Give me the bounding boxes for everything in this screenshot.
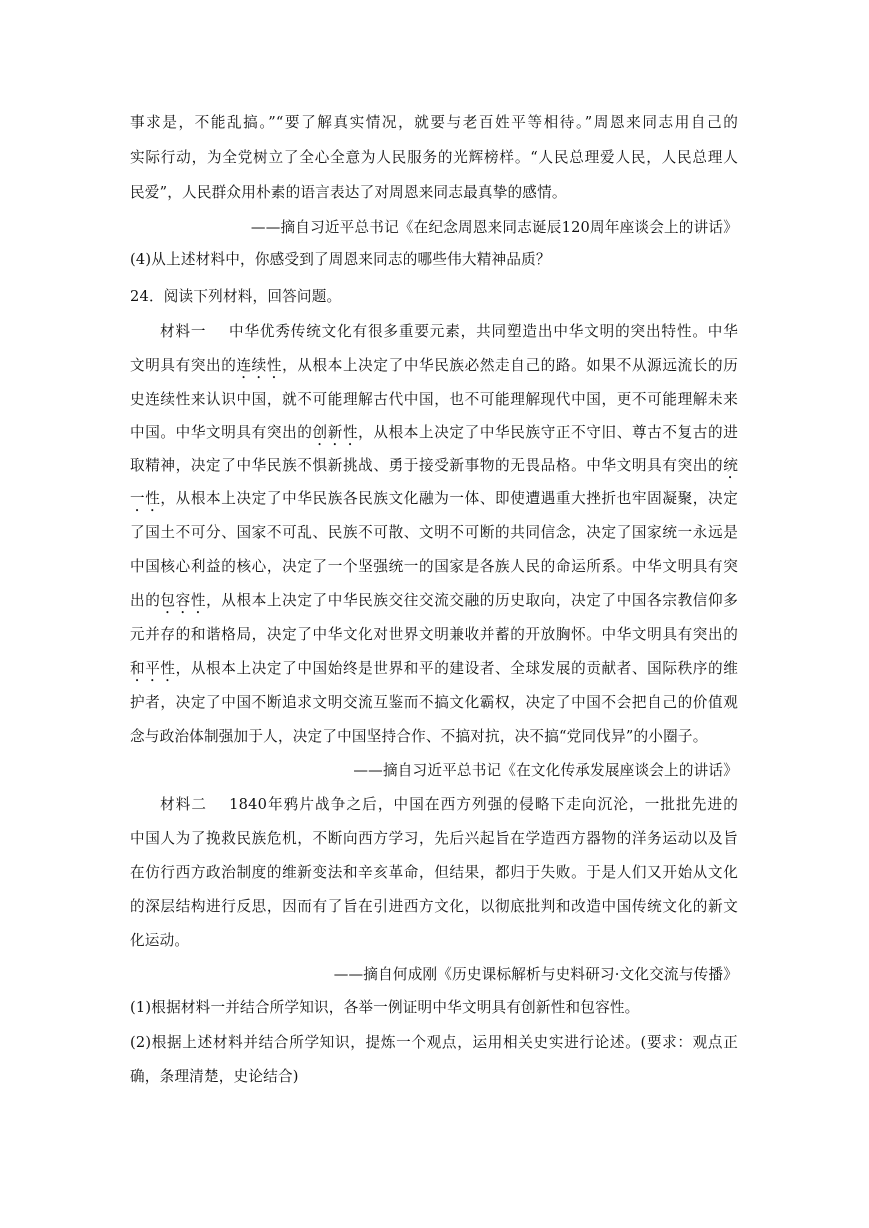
material-2-line-1: 材料二 1840年鸦片战争之后，中国在西方列强的侵略下走向沉沦，一批批先进的 <box>160 796 738 813</box>
keyword-innovation: 创新性 <box>312 424 359 441</box>
material-2-line-2: 中国人为了挽救民族危机，不断向西方学习，先后兴起旨在学造西方器物的洋务运动以及旨 <box>130 830 738 847</box>
material-1-source: ——摘自习近平总书记《在文化传承发展座谈会上的讲话》 <box>353 762 738 779</box>
keyword-unity-part-1: 统 <box>723 457 738 474</box>
material-1-line-5: 取精神，决定了中华民族不惧新挑战、勇于接受新事物的无畏品格。中华文明具有突出的统 <box>130 457 738 474</box>
material-2-line-5: 化运动。 <box>130 932 190 949</box>
material-1-line-4: 中国。中华文明具有突出的创新性，从根本上决定了中华民族守正不守旧、尊古不复古的进 <box>130 424 738 441</box>
material-1-line-7: 了国土不可分、国家不可乱、民族不可散、文明不可断的共同信念，决定了国家统一永远是 <box>130 524 738 541</box>
material-2-line-3: 在仿行西方政治制度的维新变法和辛亥革命，但结果，都归于失败。于是人们又开始从文化 <box>130 864 738 881</box>
material-1-line-3: 史连续性来认识中国，就不可能理解古代中国，也不可能理解现代中国，更不可能理解未来 <box>130 391 738 408</box>
keyword-peace: 和平性 <box>130 660 176 677</box>
keyword-unity-part-2: 一性 <box>130 490 161 507</box>
question-23-4: (4)从上述材料中，你感受到了周恩来同志的哪些伟大精神品质？ <box>130 251 551 268</box>
question-24-2-line-2: 确，条理清楚，史论结合) <box>130 1068 299 1085</box>
material-2-line-4: 的深层结构进行反思，因而有了旨在引进西方文化，以彻底批判和改造中国传统文化的新文 <box>130 898 738 915</box>
material-1-line-8: 中国核心利益的核心，决定了一个坚强统一的国家是各族人民的命运所系。中华文明具有突 <box>130 558 738 575</box>
question-24-2-line-1: (2)根据上述材料并结合所学知识，提炼一个观点，运用相关史实进行论述。(要求：观点正 <box>130 1034 738 1051</box>
keyword-inclusiveness: 包容性 <box>160 592 207 609</box>
material-2-source: ——摘自何成刚《历史课标解析与史料研习·文化交流与传播》 <box>333 966 738 983</box>
material-1-label: 材料一 <box>160 323 207 340</box>
material-1-line-1: 材料一 中华优秀传统文化有很多重要元素，共同塑造出中华文明的突出特性。中华 <box>160 323 738 340</box>
material-23-line-3: 民爱”，人民群众用朴素的语言表达了对周恩来同志最真挚的感情。 <box>130 184 567 201</box>
material-23-line-1: 事求是，不能乱搞。”“要了解真实情况，就要与老百姓平等相待。”周恩来同志用自己的 <box>130 114 738 131</box>
material-1-line-12: 护者，决定了中国不断追求文明交流互鉴而不搞文化霸权，决定了中国不会把自己的价值观 <box>130 694 738 711</box>
material-1-line-13: 念与政治体制强加于人，决定了中国坚持合作、不搞对抗，决不搞“党同伐异”的小圈子。 <box>130 728 708 745</box>
keyword-continuity: 连续性 <box>236 357 283 374</box>
question-24-heading: 24．阅读下列材料，回答问题。 <box>130 288 342 305</box>
material-2-label: 材料二 <box>160 796 208 813</box>
question-24-1: (1)根据材料一并结合所学知识，各举一例证明中华文明具有创新性和包容性。 <box>130 999 640 1016</box>
material-1-line-9: 出的包容性，从根本上决定了中华民族交往交流交融的历史取向，决定了中国各宗教信仰多 <box>130 592 738 609</box>
material-1-line-2: 文明具有突出的连续性，从根本上决定了中华民族必然走自己的路。如果不从源远流长的历 <box>130 357 738 374</box>
material-23-line-2: 实际行动，为全党树立了全心全意为人民服务的光辉榜样。“人民总理爱人民，人民总理人 <box>130 149 738 166</box>
material-1-line-11: 和平性，从根本上决定了中国始终是世界和平的建设者、全球发展的贡献者、国际秩序的维 <box>130 660 738 677</box>
material-23-source: ——摘自习近平总书记《在纪念周恩来同志诞辰120周年座谈会上的讲话》 <box>250 219 738 236</box>
material-1-line-6: 一性，从根本上决定了中华民族各民族文化融为一体、即使遭遇重大挫折也牢固凝聚，决定 <box>130 490 738 507</box>
material-1-line-10: 元并存的和谐格局，决定了中华文化对世界文明兼收并蓄的开放胸怀。中华文明具有突出的 <box>130 626 738 643</box>
